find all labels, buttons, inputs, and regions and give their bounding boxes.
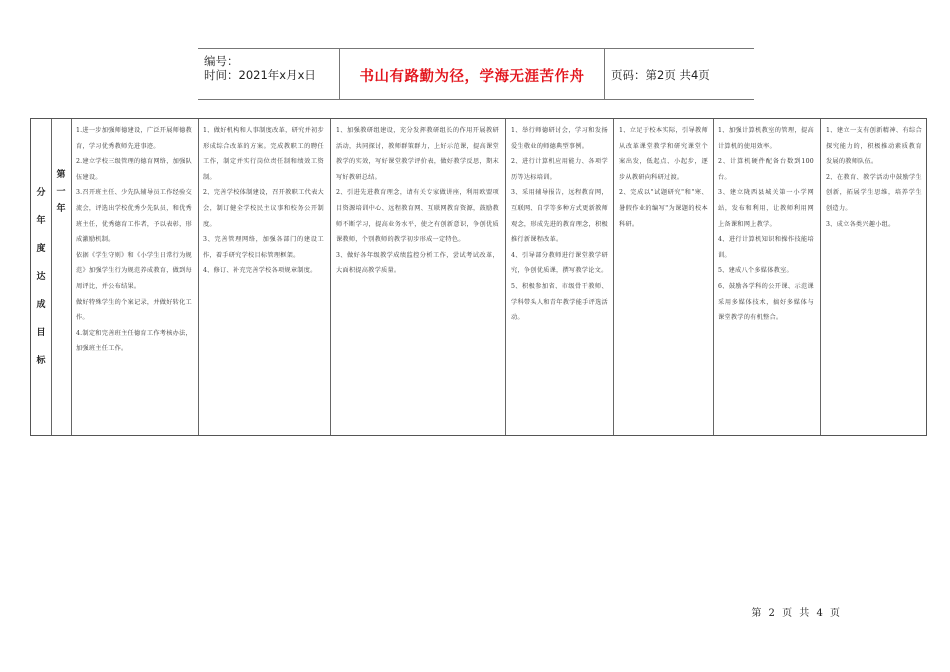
table-divider: [330, 119, 331, 435]
row-header-char: 年: [36, 216, 46, 226]
column-paragraph: 4、进行计算机知识和操作技能培训。: [718, 236, 814, 259]
column-management-reform: [203, 123, 324, 279]
column-moral-education: [76, 123, 192, 357]
header-page-number: 页码：第2页 共4页: [611, 68, 710, 82]
column-paragraph: 2、进行计算机应用能力、各项学历等达标培训。: [511, 158, 608, 181]
column-paragraph: 1、立足于校本实际，引导教师从改革课堂教学和研究课堂个案出发，低起点、小起步，逐步从教研向科研过渡。: [619, 127, 708, 181]
column-paragraph: 3、采用辅导报告，远程教育网，互联网、自学等多种方式更新教师观念，形成先进的教育理念，积极推行新课程改革。: [511, 189, 608, 244]
column-paragraph: 1、加强教研组建设，充分发挥教研组长的作用开展教研活动，共同探讨，教师群策群力，上好示范课，提高课堂教学的实效，写好课堂教学评价表，做好教学反思，期末写好教研总结。: [336, 127, 499, 181]
column-paragraph: 2、完成以"试题研究"和"寒、暑假作业的编写"为课题的校本科研。: [619, 189, 708, 228]
row-header-char: 标: [36, 356, 46, 366]
column-paragraph: 2、在教育、教学活动中鼓励学生创新，拓展学生思维，培养学生创造力。: [826, 173, 922, 212]
column-paragraph: 依据《学生守则》和《小学生日常行为规范》加强学生行为规范养成教育，做到每周评比，并公布结果。: [76, 251, 192, 290]
row-header-char: 度: [36, 244, 46, 254]
column-school-research: [619, 123, 708, 232]
year-label-char: 年: [56, 204, 66, 214]
column-paragraph: 5、积极参加省、市级骨干教师、学科带头人和青年教学能手评选活动。: [511, 282, 608, 322]
column-paragraph: 5、建成八个多媒体教室。: [718, 267, 793, 275]
column-paragraph: 4、引导部分教师进行课堂教学研究，争创优质课，撰写教学论文。: [511, 251, 608, 275]
column-paragraph: 3、完善管理网络，加强各部门的建设工作，着手研究学校目标管理框架。: [203, 236, 324, 259]
column-paragraph: 3.召开班主任、少先队辅导员工作经验交流会，评选出学校优秀少先队员，和优秀班主任，优秀德育工作者，予以表彰，形成激励机制。: [76, 189, 192, 244]
motto-text: 书山有路勤为径，学海无涯苦作舟: [359, 69, 585, 85]
column-paragraph: 做好特殊学生的个案记录，并做好转化工作。: [76, 298, 192, 322]
document-number-label: 编号：: [204, 54, 239, 68]
column-paragraph: 3、做好各年级教学成绩监控分析工作，尝试考试改革，大面积提高教学质量。: [336, 251, 499, 275]
column-paragraph: 4.制定和完善班主任德育工作考核办法，加强班主任工作。: [76, 329, 192, 353]
year-label: [51, 167, 71, 218]
table-divider: [505, 119, 506, 435]
column-paragraph: 1、举行师德研讨会，学习和发扬爱生敬业的师德典型事例。: [511, 127, 608, 150]
year-label-char: 第: [56, 170, 66, 180]
row-header-char: 分: [36, 188, 46, 198]
column-paragraph: 2、计算机硬件配备台数到100台。: [718, 158, 814, 181]
column-paragraph: 2.建立学校三级管理的德育网络，加强队伍建设。: [76, 158, 192, 181]
year-label-char: 一: [56, 187, 66, 197]
column-teacher-training: [511, 123, 608, 326]
table-divider: [820, 119, 821, 435]
column-paragraph: 3、建立陇西县城关第一小学网站，发布和利用，让教师利用网上备课和网上教学。: [718, 189, 814, 228]
column-information-tech: [718, 123, 814, 326]
row-header-char: 目: [36, 328, 46, 338]
table-divider: [198, 119, 199, 435]
page-header: [198, 48, 754, 100]
annual-goals-table: [30, 118, 927, 436]
column-paragraph: 3、成立各类兴趣小组。: [826, 220, 895, 228]
header-page-cell: [605, 49, 754, 99]
row-header-annual-goals: [31, 119, 51, 435]
column-innovation: [826, 123, 922, 232]
column-paragraph: 1、建立一支有创新精神、有综合探究能力的，积极推动素质教育发展的教师队伍。: [826, 127, 922, 166]
column-paragraph: 4、修订、补充完善学校各项规章制度。: [203, 267, 317, 275]
row-header-char: 成: [36, 300, 46, 310]
column-paragraph: 1.进一步加强师德建设，广泛开展师德教育，学习优秀教师先进事迹。: [76, 127, 192, 150]
column-teaching-research: [336, 123, 499, 279]
row-header-char: 达: [36, 272, 46, 282]
document-time-label: 时间：2021年x月x日: [204, 68, 316, 82]
page-footer-number: 第 2 页 共 4 页: [751, 608, 842, 619]
column-paragraph: 1、做好机构和人事制度改革，研究并初步形成综合改革的方案。完成教职工的聘任工作，制定并实行岗位责任制和绩效工资制。: [203, 127, 324, 181]
column-paragraph: 2、完善学校体制建设，召开教职工代表大会，制订健全学校民主议事和校务公开制度。: [203, 189, 324, 228]
column-paragraph: 1、加强计算机教室的管理，提高计算机的使用效率。: [718, 127, 814, 150]
header-motto-cell: [340, 49, 605, 99]
table-divider: [713, 119, 714, 435]
header-meta-cell: [198, 49, 340, 99]
table-divider: [613, 119, 614, 435]
column-paragraph: 2、引进先进教育理念，请有关专家做讲座，利用欧盟项目资源培训中心、远程教育网、互联网教育资源，鼓励教师不断学习，提高业务水平，使之有创新意识，争创优质课教师，个别教师的教学初步形成一定特色。: [336, 189, 499, 244]
column-paragraph: 6、鼓励各学科的公开课、示范课采用多媒体技术，搞好多媒体与课堂教学的有机整合。: [718, 282, 814, 322]
table-divider: [71, 119, 72, 435]
